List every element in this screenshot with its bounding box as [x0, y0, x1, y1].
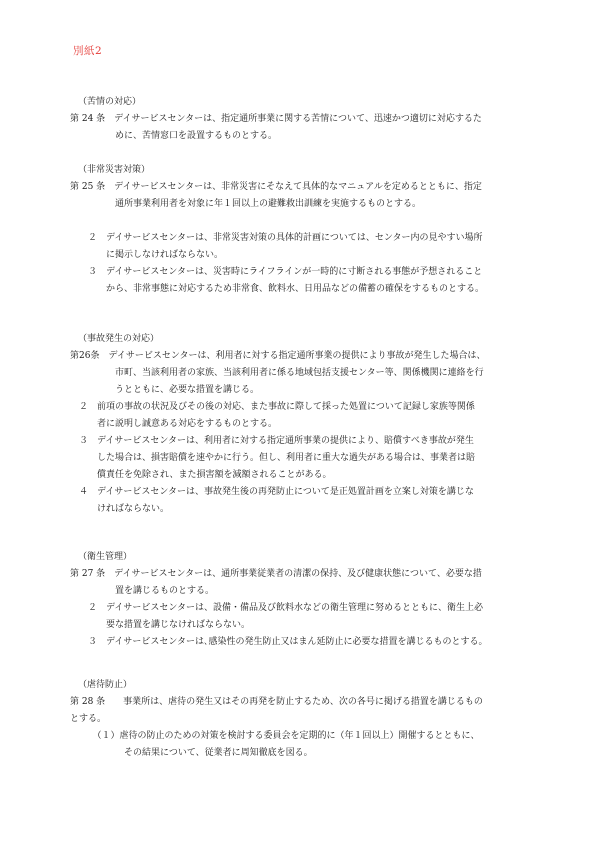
article-line: 償責任を免除され、また損害額を減額されることがある。	[70, 470, 332, 480]
section-title: （非常災害対策）	[78, 165, 151, 175]
article-line	[70, 213, 484, 230]
article-line: に掲示しなければならない。	[70, 250, 224, 260]
article-line: 第 27 条 デイサービスセンターは、通所事業従業者の清潔の保持、及び健康状態について、必要な措	[70, 569, 482, 579]
section-complaints	[70, 94, 482, 145]
article-line: とする。	[70, 714, 107, 724]
article-line: 者に説明し誠意ある対応をするものとする。	[70, 419, 278, 429]
article-line: 置を講じるものとする。	[70, 586, 215, 596]
article-line: その結果について、従業者に周知徹底を図る。	[70, 748, 313, 758]
article-line: 第26条 デイサービスセンターは、利用者に対する指定通所事業の提供により事故が発生した場合は、	[70, 351, 486, 361]
article-line: した場合は、損害賠償を速やかに行う。但し、利用者に重大な過失がある場合は、事業者は賠	[70, 453, 476, 463]
article-line: ３ デイサービスセンターは、利用者に対する指定通所事業の提供により、賠償すべき事故が発生	[70, 436, 474, 446]
section-title: （苦情の対応）	[78, 97, 142, 107]
attachment-label: 別紙2	[73, 45, 103, 57]
article-line: ２ デイサービスセンターは、非常災害対策の具体的計画については、センター内の見やすい場所	[70, 233, 483, 243]
section-title: （事故発生の対応）	[78, 334, 160, 344]
article-line: ２ デイサービスセンターは、設備・備品及び飲料水などの衛生管理に努めるとともに、衛生上必	[70, 603, 484, 613]
article-line: ければならない。	[70, 504, 170, 514]
article-line: めに、苦情窓口を設置するものとする。	[70, 131, 278, 141]
section-accident	[70, 331, 485, 518]
article-line: 通所事業利用者を対象に年１回以上の避難救出訓練を実施するものとする。	[70, 199, 422, 209]
section-hygiene	[70, 549, 488, 651]
article-line: から、非常事態に対応するため非常食、飲料水、日用品などの備蓄の確保をするものとする。	[70, 284, 485, 294]
article-line: 要な措置を講じなければならない。	[70, 620, 251, 630]
article-line: 第 28 条 事業所は、虐待の発生又はその再発を防止するため、次の各号に掲げる措置を講じるもの	[70, 697, 483, 707]
article-line: うとともに、必要な措置を講じる。	[70, 385, 260, 395]
article-line: 第 24 条 デイサービスセンターは、指定通所事業に関する苦情について、迅速かつ適切に対応するた	[70, 114, 482, 124]
article-line: ３ デイサービスセンターは､感染性の発生防止又はまん延防止に必要な措置を講じるものとする。	[70, 637, 488, 647]
article-line: 第 25 条 デイサービスセンターは、非常災害にそなえて具体的なマニュアルを定めるとともに、指定	[70, 182, 482, 192]
article-line: ４ デイサービスセンターは、事故発生後の再発防止について是正処置計画を立案し対策を講じな	[70, 487, 474, 497]
section-title: （虐待防止）	[78, 680, 133, 690]
article-line: ３ デイサービスセンターは、災害時にライフラインが一時的に寸断される事態が予想されること	[70, 267, 483, 277]
section-disaster	[70, 162, 484, 298]
section-title: （衛生管理）	[78, 552, 133, 562]
article-line: 市町、当該利用者の家族、当該利用者に係る地域包括支援センター等、関係機関に連絡を行	[70, 368, 484, 378]
section-abuse-prevention	[70, 677, 483, 762]
article-line: ２ 前項の事故の状況及びその後の対応、また事故に際して採った処置について記録し家族等関係	[70, 402, 475, 412]
article-line: （１）虐待の防止のための対策を検討する委員会を定期的に（年１回以上）開催するとともに、	[70, 731, 480, 741]
